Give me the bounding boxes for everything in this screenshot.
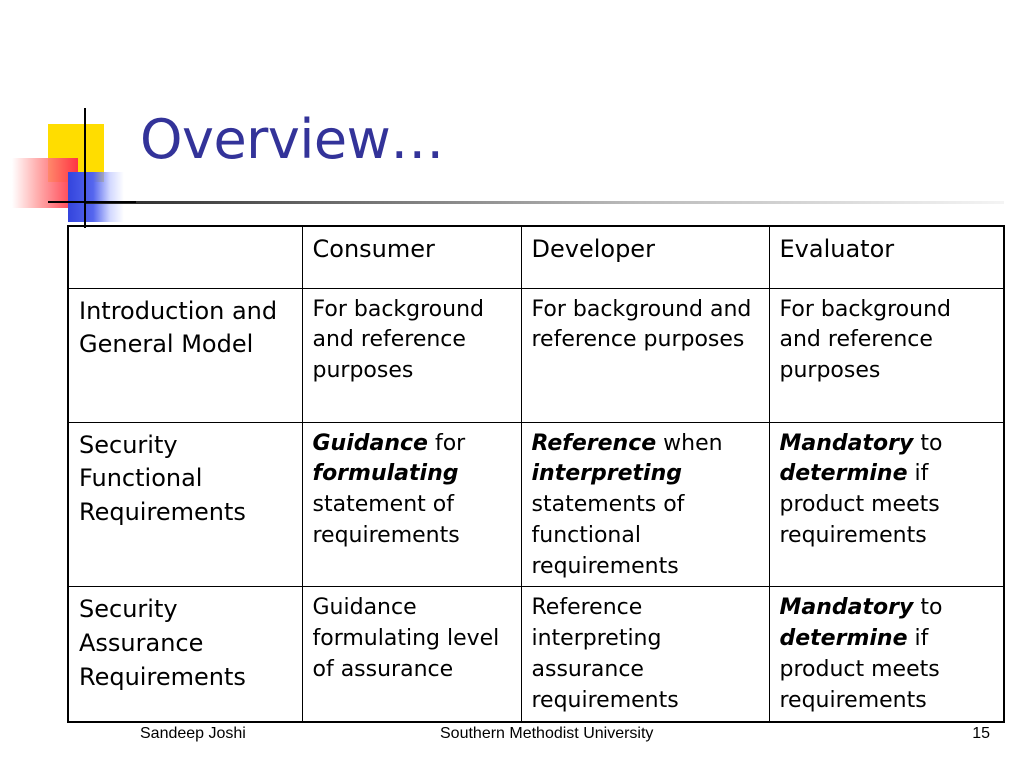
table-cell-developer: Reference interpreting assurance requirements [521,587,769,722]
cell-text: to [913,430,943,456]
header-cell-empty [68,226,302,288]
header-cell-evaluator: Evaluator [769,226,1004,288]
table-cell-consumer: Guidance formulating level of assurance [302,587,521,722]
cell-text: to [913,595,943,621]
header-cell-consumer: Consumer [302,226,521,288]
table-cell-consumer: For background and reference purposes [302,288,521,422]
footer-author: Sandeep Joshi [140,725,246,742]
table-cell-consumer [302,422,521,587]
table-cell-evaluator [769,587,1004,722]
decor-blue-square [68,172,124,222]
overview-table [67,225,1005,723]
table-header-row [68,226,1004,288]
decor-vertical-line [84,108,86,228]
header-cell-developer: Developer [521,226,769,288]
cell-text: statement of requirements [312,492,460,548]
row-label: Security Assurance Requirements [68,587,302,722]
decor-horizontal-line [48,201,136,203]
cell-text: statements of functional requirements [531,492,685,579]
table-row [68,288,1004,422]
row-label: Security Functional Requirements [68,422,302,587]
slide-title: Overview… [140,108,444,171]
emphasis-text: Reference [531,430,657,456]
emphasis-text: determine [779,626,908,652]
row-label: Introduction and General Model [68,288,302,422]
emphasis-text: formulating [312,461,459,487]
footer-page-number: 15 [972,725,990,742]
table-cell-evaluator [769,422,1004,587]
table-cell-developer: For background and reference purposes [521,288,769,422]
cell-text: for [427,430,466,456]
table-cell-evaluator: For background and reference purposes [769,288,1004,422]
table-cell-developer [521,422,769,587]
emphasis-text: Mandatory [779,595,914,621]
cell-text: when [656,430,723,456]
emphasis-text: determine [779,461,908,487]
cell-text: if product meets requirements [779,626,940,713]
title-underline [84,201,1004,204]
table-row [68,587,1004,722]
emphasis-text: interpreting [531,461,682,487]
cell-text: if product meets requirements [779,461,940,548]
footer-institution: Southern Methodist University [440,725,654,742]
emphasis-text: Guidance [312,430,428,456]
table-row [68,422,1004,587]
emphasis-text: Mandatory [779,430,914,456]
